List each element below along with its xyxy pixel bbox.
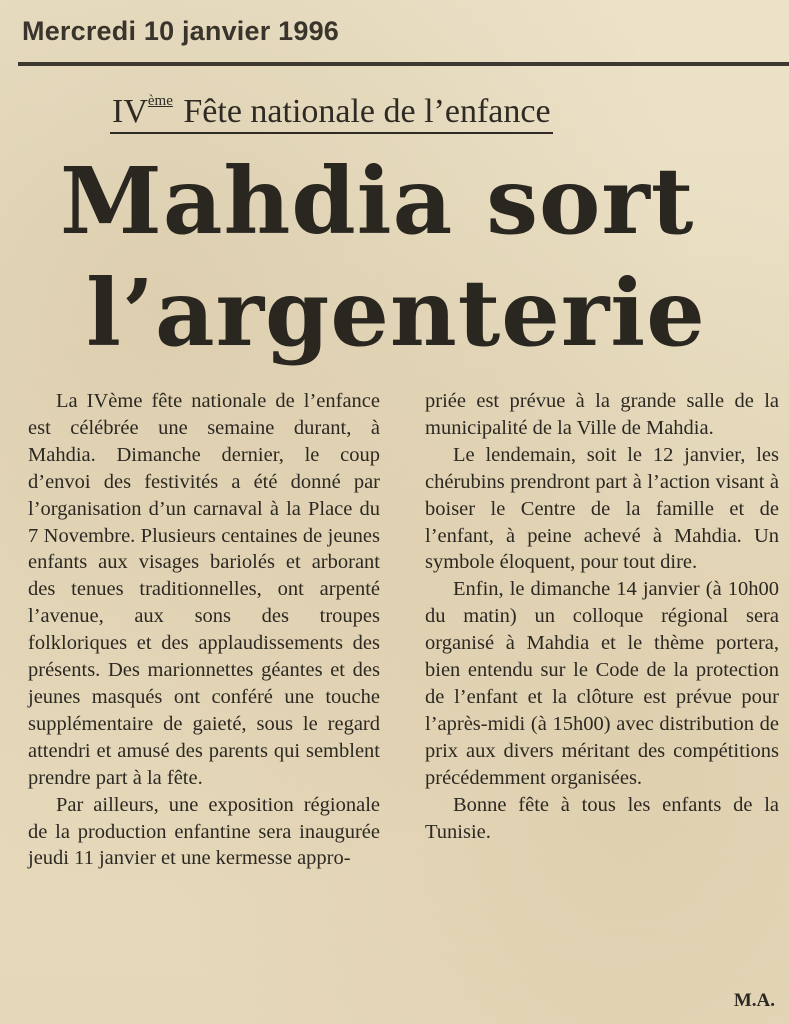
kicker-superscript: ème	[147, 93, 173, 109]
paragraph: Bonne fête à tous les enfants de la Tunisie.	[425, 793, 779, 843]
kicker-prefix: IV	[112, 93, 148, 130]
signature: M.A.	[733, 990, 775, 1011]
paragraph: Enfin, le dimanche 14 janvier (à 10h00 du matin) un colloque régional sera organisé à Mahdia et le thème portera, bien entendu sur le Code de la protection de l’enfant et la clôture est prévue pour l’après-midi (à 15h00) avec distribution de prix aux divers méritant des compétitions précédemment organisées.	[425, 578, 779, 789]
top-rule	[18, 62, 789, 66]
paragraph: Le lendemain, soit le 12 janvier, les chérubins prendront part à l’action visant à boiser le Centre de la famille et de l’enfant, à peine achevé à Mahdia. Un symbole éloquent, pour tout dire.	[425, 443, 779, 574]
kicker-text: Fête nationale de l’enfance	[174, 93, 551, 130]
article-column-right	[425, 388, 779, 845]
kicker	[110, 82, 553, 134]
paragraph-continuation: priée est prévue à la grande salle de la municipalité de la Ville de Mahdia.	[425, 390, 779, 439]
dateline: Mercredi 10 janvier 1996	[22, 16, 340, 46]
article-column-left	[28, 388, 380, 872]
headline-line-1: Mahdia sort	[60, 147, 695, 255]
headline	[60, 145, 760, 369]
paragraph: La IVème fête nationale de l’enfance est célébrée une semaine durant, à Mahdia. Dimanche dernier, le coup d’envoi des festivités a été donné par l’organisation d’un carnaval à la Place du 7 Novembre. Plusieurs centaines de jeunes enfants aux visages bariolés et arborant des tenues traditionnelles, ont arpenté l’avenue, aux sons des troupes folkloriques et des applaudissements des présents. Des marionnettes géantes et des jeunes masqués ont conféré une touche supplémentaire de gaieté, sous le regard attendri et amusé des parents qui semblent prendre part à la fête.	[28, 390, 380, 789]
headline-line-2: l’argenterie	[86, 259, 706, 367]
paragraph: Par ailleurs, une exposition régionale de la production enfantine sera inaugurée jeudi 11 janvier et une kermesse appro-	[28, 793, 380, 870]
